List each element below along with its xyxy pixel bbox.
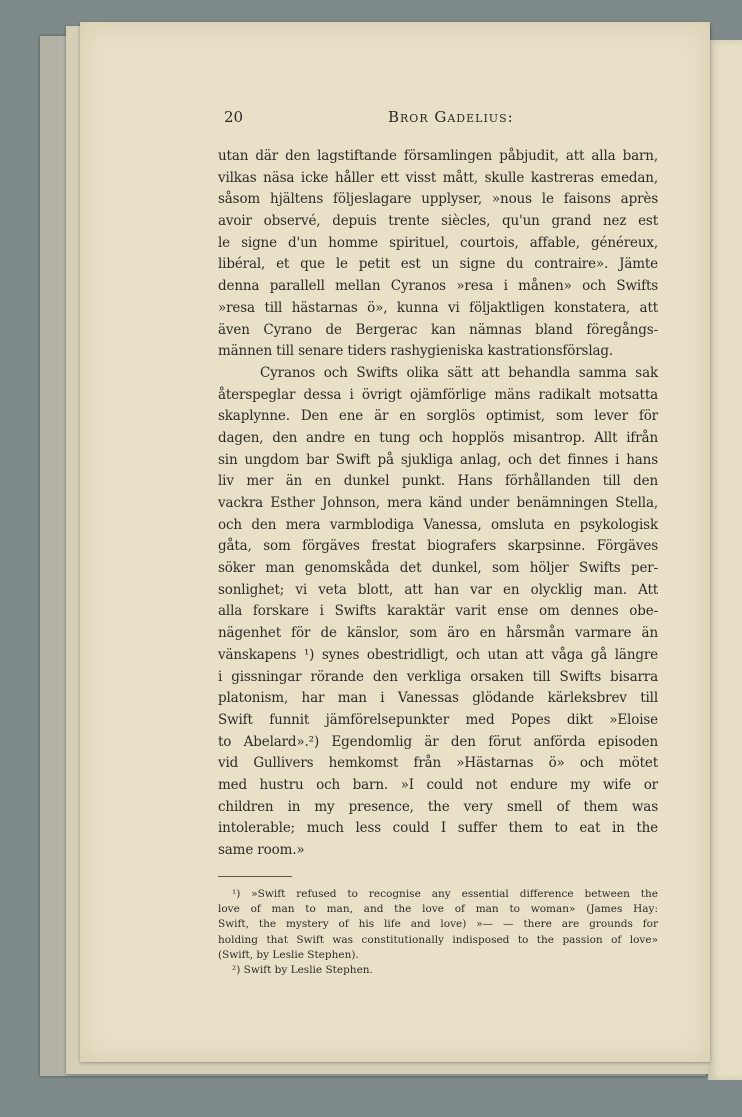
body-line: och den mera varmblodiga Vanessa, omsluta en psykologisk xyxy=(218,516,658,533)
footnote-line: ¹) »Swift refused to recognise any essential difference between the xyxy=(232,887,658,900)
body-line: vänskapens ¹) synes obestridligt, och utan att våga gå längre xyxy=(218,646,658,663)
body-line: sonlighet; vi veta blott, att han var en olycklig man. Att xyxy=(218,581,658,598)
body-line: vid Gullivers hemkomst från »Hästarnas ö» och mötet xyxy=(218,755,658,772)
page-number: 20 xyxy=(224,108,244,126)
footnote-rule xyxy=(218,876,292,877)
body-line: vackra Esther Johnson, mera känd under benämningen Stella, xyxy=(218,495,658,511)
body-line: liv mer än en dunkel punkt. Hans förhållanden till den xyxy=(218,473,658,490)
paragraph-start-line: Cyranos och Swifts olika sätt att behandla samma sak xyxy=(260,364,658,381)
body-line: le signe d'un homme spirituel, courtois, affable, généreux, xyxy=(218,234,658,251)
body-line: dagen, den andre en tung och hopplös misantrop. Allt ifrån xyxy=(218,429,658,446)
body-line: alla forskare i Swifts karaktär varit ense om dennes obe- xyxy=(218,603,658,620)
body-line: nägenhet för de känslor, som äro en hårsmån varmare än xyxy=(218,625,658,642)
page-header xyxy=(218,108,658,134)
running-head: Bror Gadelius: xyxy=(388,108,514,126)
body-line: vilkas näsa icke håller ett visst mått, skulle kastreras emedan, xyxy=(218,169,658,186)
footnote-line: ²) Swift by Leslie Stephen. xyxy=(232,964,373,977)
body-line: same room.» xyxy=(218,842,305,858)
body-line: children in my presence, the very smell of them was xyxy=(218,798,658,815)
footnote-line: holding that Swift was constitutionally indisposed to the passion of love» xyxy=(218,933,658,946)
footnote-line: (Swift, by Leslie Stephen). xyxy=(218,948,359,961)
page-text xyxy=(218,108,658,978)
body-line: denna parallell mellan Cyranos »resa i månen» och Swifts xyxy=(218,278,658,295)
body-line: intolerable; much less could I suffer them to eat in the xyxy=(218,820,658,837)
body-line: med hustru och barn. »I could not endure my wife or xyxy=(218,776,658,793)
body-line: sin ungdom bar Swift på sjukliga anlag, och det finnes i hans xyxy=(218,451,658,468)
body-line: återspeglar dessa i övrigt ojämförlige mäns radikalt motsatta xyxy=(218,386,658,403)
body-line: avoir observé, depuis trente siècles, qu'un grand nez est xyxy=(218,213,658,230)
body-line: söker man genomskåda det dunkel, som höljer Swifts per- xyxy=(218,560,658,577)
body-line: såsom hjältens följeslagare upplyser, »nous le faisons après xyxy=(218,191,658,208)
body-line: i gissningar rörande den verkliga orsaken till Swifts bisarra xyxy=(218,668,658,685)
body-text xyxy=(218,146,658,862)
body-line: libéral, et que le petit est un signe du contraire». Jämte xyxy=(218,256,658,273)
body-line: platonism, har man i Vanessas glödande kärleksbrev till xyxy=(218,690,658,707)
body-line: »resa till hästarnas ö», kunna vi följaktligen konstatera, att xyxy=(218,299,658,316)
body-line: gåta, som förgäves frestat biografers skarpsinne. Förgäves xyxy=(218,538,658,555)
body-line: männen till senare tiders rashygieniska kastrationsförslag. xyxy=(218,343,614,360)
body-line: Swift funnit jämförelsepunkter med Popes dikt »Eloise xyxy=(218,711,658,728)
body-line: även Cyrano de Bergerac kan nämnas bland föregångs- xyxy=(218,321,658,338)
body-line: utan där den lagstiftande församlingen påbjudit, att alla barn, xyxy=(218,148,658,164)
facing-page-edge xyxy=(708,40,742,1080)
footnote-line: love of man to man, and the love of man to woman» (James Hay: xyxy=(218,902,658,915)
body-line: to Abelard».²) Egendomlig är den förut anförda episoden xyxy=(218,733,658,750)
body-line: skaplynne. Den ene är en sorglös optimist, som lever för xyxy=(218,408,658,425)
footnotes xyxy=(218,887,658,979)
footnote-line: Swift, the mystery of his life and love) »— — there are grounds for xyxy=(218,918,658,931)
